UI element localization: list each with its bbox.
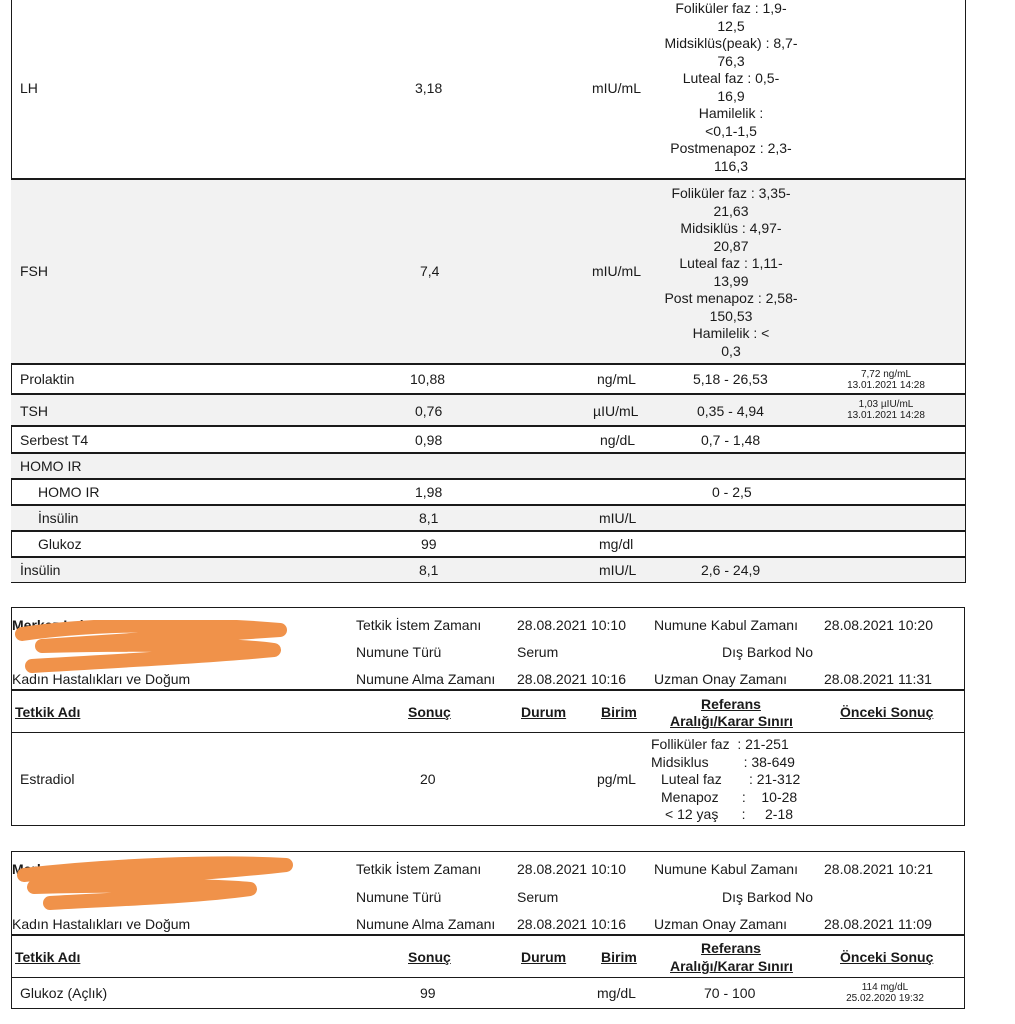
previous-result [830,982,940,1004]
value-alma-zamani: 28.08.2021 10:16 [517,671,626,687]
value-alma-zamani: 28.08.2021 10:16 [517,916,626,932]
test-name: TSH [20,403,48,419]
col-header-durum: Durum [521,949,567,965]
test-result: 8,1 [419,562,439,578]
value-onay-zamani: 28.08.2021 11:09 [824,916,932,932]
value-istem-zamani: 28.08.2021 10:10 [517,617,626,633]
col-header-birim: Birim [601,949,637,965]
ref-line: Post menapoz : 2,58- [664,290,798,306]
col-header-tetkik: Tetkik Adı [15,704,81,720]
ref-line: Folliküler faz : 21-251 [651,736,789,752]
label-onay-zamani: Uzman Onay Zamanı [654,671,788,687]
previous-value: 7,72 ng/mL [860,369,912,380]
value-onay-zamani: 28.08.2021 11:31 [824,671,932,687]
test-name: HOMO IR [38,484,100,500]
col-header-sonuc: Sonuç [408,949,451,965]
lab-name: Merkez Lab. [12,617,93,633]
test-unit: pg/mL [597,771,636,787]
test-name: Glukoz (Açlık) [20,985,108,1001]
label-kabul-zamani: Numune Kabul Zamanı [654,861,798,877]
test-unit: mg/dl [599,536,634,552]
ref-line: Midsiklus : 38-649 [651,753,795,770]
test-unit: mIU/L [599,510,637,526]
reference-range [651,0,811,175]
previous-result [831,399,941,421]
table-row-group-homo-ir [11,454,965,478]
value-numune-turu: Serum [517,644,559,660]
table-border [965,0,966,583]
test-unit: mIU/mL [592,80,641,96]
test-unit: mIU/mL [592,263,641,279]
test-unit: ng/mL [597,371,636,387]
reference-range: 5,18 - 26,53 [693,371,768,387]
test-result: 99 [421,536,437,552]
test-result: 0,76 [415,403,443,419]
ref-line: 76,3 [717,52,745,69]
label-numune-turu: Numune Türü [356,644,442,660]
table-row-prolaktin [11,365,965,393]
test-name: İnsülin [38,510,79,526]
col-header-onceki: Önceki Sonuç [840,704,934,720]
test-name: LH [20,80,38,96]
ref-line: Postmenapoz : 2,3- [670,140,792,156]
ref-line: 12,5 [717,17,745,34]
header-divider [11,977,965,978]
table-row-fsh [11,180,965,363]
test-result: 1,98 [415,484,443,500]
ref-line: 21,63 [713,202,749,219]
table-row-glukoz [11,532,965,556]
table-row-homo-ir [11,480,965,504]
test-result: 20 [420,771,436,787]
redaction-scribble [10,855,300,915]
reference-range: 0,35 - 4,94 [697,403,764,419]
label-dis-barkod: Dış Barkod No [722,644,814,660]
previous-value: 114 mg/dL [861,982,909,993]
label-istem-zamani: Tetkik İstem Zamanı [356,861,482,877]
ref-line: Luteal faz : 0,5- [682,70,780,86]
label-kabul-zamani: Numune Kabul Zamanı [654,617,798,633]
value-kabul-zamani: 28.08.2021 10:20 [824,617,933,633]
col-header-sonuc: Sonuç [408,704,451,720]
ref-line: 116,3 [714,157,748,174]
reference-range [651,185,811,360]
value-numune-turu: Serum [517,889,559,905]
col-header-referans: Referans [701,940,761,956]
ref-line: Foliküler faz : 1,9- [675,0,787,16]
department: Kadın Hastalıkları ve Doğum [12,916,191,932]
reference-range: 0,7 - 1,48 [701,432,761,448]
ref-line: Foliküler faz : 3,35- [671,185,791,201]
test-name: Prolaktin [20,371,75,387]
ref-line: Midsiklüs : 4,97- [680,220,782,236]
ref-line: 13,99 [713,272,749,289]
section-divider [11,689,965,691]
value-kabul-zamani: 28.08.2021 10:21 [824,861,933,877]
ref-line: 150,53 [709,307,753,324]
ref-line: Midsiklüs(peak) : 8,7- [664,35,798,51]
test-unit: µIU/mL [593,403,639,419]
label-alma-zamani: Numune Alma Zamanı [356,916,496,932]
previous-value: 1,03 µIU/mL [858,399,914,410]
col-header-birim: Birim [601,704,637,720]
col-header-onceki: Önceki Sonuç [840,949,934,965]
previous-date: 13.01.2021 14:28 [847,380,925,391]
reference-range [651,736,811,824]
ref-line: Luteal faz : 21-312 [661,771,801,787]
col-header-karar-siniri: Aralığı/Karar Sınırı [670,713,793,729]
test-name: Serbest T4 [20,432,89,448]
ref-line: 20,87 [713,237,749,254]
test-result: 0,98 [415,432,443,448]
header-divider [11,732,965,733]
test-group-name: HOMO IR [20,458,82,474]
table-bottom-border [11,582,965,583]
value-istem-zamani: 28.08.2021 10:10 [517,861,626,877]
test-unit: ng/dL [600,432,636,448]
previous-result [831,369,941,391]
redaction-scribble [12,620,292,680]
label-dis-barkod: Dış Barkod No [722,889,814,905]
ref-line: Hamilelik : < [692,325,770,341]
test-result: 99 [420,985,436,1001]
reference-range: 70 - 100 [704,985,756,1001]
ref-line: <0,1-1,5 [705,122,757,139]
label-alma-zamani: Numune Alma Zamanı [356,671,496,687]
test-result: 7,4 [420,263,440,279]
test-name: İnsülin [20,562,61,578]
label-istem-zamani: Tetkik İstem Zamanı [356,617,482,633]
section-divider [11,934,965,936]
ref-line: Hamilelik : [698,105,764,121]
table-row-lh [11,0,965,179]
previous-date: 25.02.2020 19:32 [846,993,924,1004]
test-name: Estradiol [20,771,75,787]
ref-line: 16,9 [717,87,745,104]
col-header-durum: Durum [521,704,567,720]
department: Kadın Hastalıkları ve Doğum [12,671,191,687]
label-numune-turu: Numune Türü [356,889,442,905]
ref-line: Luteal faz : 1,11- [679,255,783,271]
test-unit: mIU/L [599,562,637,578]
reference-range: 0 - 2,5 [712,484,752,500]
test-unit: mg/dL [597,985,636,1001]
col-header-referans: Referans [701,696,761,712]
ref-line: Menapoz : 10-28 [661,788,798,805]
ref-line: < 12 yaş : 2-18 [665,806,794,822]
table-row-insulin-total [11,558,965,582]
col-header-karar-siniri: Aralığı/Karar Sınırı [670,958,793,974]
ref-line: 0,3 [721,342,741,359]
test-result: 10,88 [410,371,446,387]
label-onay-zamani: Uzman Onay Zamanı [654,916,788,932]
lab-name: Merkez Lab. [12,861,93,877]
reference-range: 2,6 - 24,9 [701,562,761,578]
previous-date: 13.01.2021 14:28 [847,410,925,421]
test-name: Glukoz [38,536,82,552]
table-row-insulin [11,506,965,530]
table-row-serbest-t4 [11,427,965,452]
table-row-tsh [11,395,965,425]
col-header-tetkik: Tetkik Adı [15,949,81,965]
test-result: 3,18 [415,80,443,96]
test-result: 8,1 [419,510,439,526]
test-name: FSH [20,263,48,279]
